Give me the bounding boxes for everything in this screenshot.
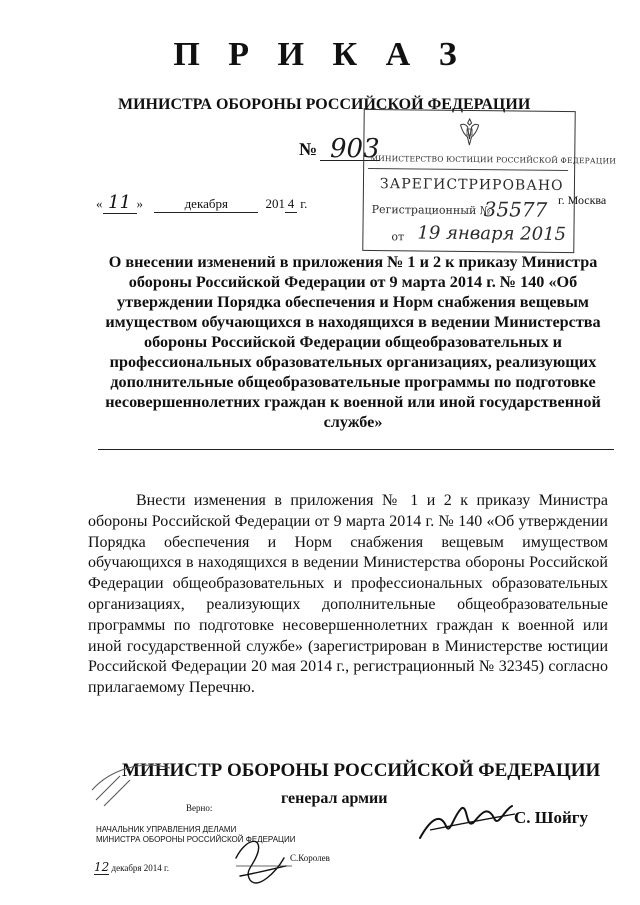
order-heading: О внесении изменений в приложения № 1 и 2 к приказу Министра обороны Российской Федерации от 9 марта 2014 г. № 140 «Об утверждении Порядка обеспечения и Норм снабжения вещевым имуществом обучающихся в находящихся в ведении Министерства обороны Российской Федерации общеобразовательных и профессиональных образовательных организациях, реализующих дополнительные общеобразовательные программы по подготовке несовершеннолетних граждан к военной или иной государственной службе» [105, 253, 601, 431]
date-open-quote: « [96, 196, 103, 211]
certification-verno: Верно: [186, 803, 213, 813]
date-month: декабря [154, 196, 258, 213]
certification-line-2: МИНИСТРА ОБОРОНЫ РОССИЙСКОЙ ФЕДЕРАЦИИ [96, 835, 296, 844]
order-body: Внести изменения в приложения № 1 и 2 к приказу Министра обороны Российской Федерации от 9 марта 2014 г. № 140 «Об утверждении Порядка обеспечения и Норм снабжения вещевым имуществом обучающихся в находящихся в ведении Министерства обороны Российской Федерации общеобразовательных и профессиональных образовательных организациях, реализующих дополнительные общеобразовательные программы по подготовке несовершеннолетних граждан к военной или иной государственной службе» (зарегистрирован в Министерстве юстиции Российской Федерации 20 мая 2014 г., регистрационный № 32345) согласно прилагаемому Перечню. [88, 492, 608, 697]
signatory-title: МИНИСТР ОБОРОНЫ РОССИЙСКОЙ ФЕДЕРАЦИИ [122, 760, 601, 781]
stamp-date-label: от [391, 230, 405, 244]
document-title: П Р И К А З [173, 36, 467, 73]
certification-stamp-scribble-icon [92, 765, 170, 806]
stamp-ministry-line: МИНИСТЕРСТВО ЮСТИЦИИ РОССИЙСКОЙ ФЕДЕРАЦИИ [370, 153, 617, 166]
stamp-regnum: 35577 [483, 197, 548, 222]
certification-date-day: 12 [94, 860, 110, 874]
certifier-signature-icon [236, 841, 286, 883]
order-number-label: № [299, 139, 318, 159]
certification-name: С.Королев [290, 853, 330, 863]
date-year-digit: 4 [285, 196, 297, 213]
date-year-suffix: г. [300, 196, 308, 211]
date-close-quote: » [136, 196, 143, 211]
minister-signature-icon [420, 806, 512, 838]
stamp-date-value: 19 января 2015 [417, 222, 567, 246]
signatory-rank: генерал армии [281, 790, 388, 807]
certification-date-rest: декабря 2014 г. [111, 863, 169, 873]
order-number-value: 903 [330, 134, 380, 164]
signatory-name: С. Шойгу [514, 808, 588, 827]
stamp-registered: ЗАРЕГИСТРИРОВАНО [379, 176, 564, 194]
issuer-line: МИНИСТРА ОБОРОНЫ РОССИЙСКОЙ ФЕДЕРАЦИИ [118, 96, 531, 113]
date-day: 11 [103, 192, 137, 214]
certification-line-1: НАЧАЛЬНИК УПРАВЛЕНИЯ ДЕЛАМИ [96, 825, 237, 834]
city: г. Москва [558, 193, 607, 207]
stamp-regnum-label: Регистрационный № [371, 202, 491, 218]
date-year-prefix: 201 [265, 196, 285, 211]
